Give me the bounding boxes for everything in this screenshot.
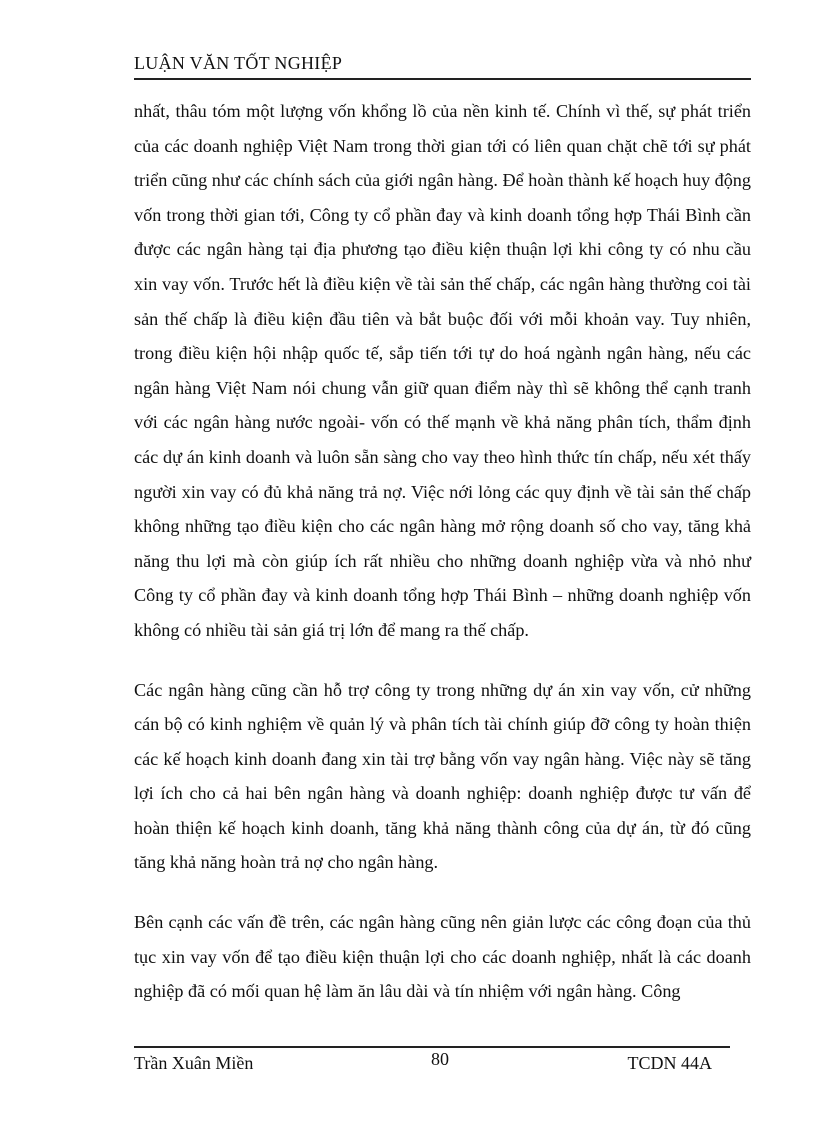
paragraph: Bên cạnh các vấn đề trên, các ngân hàng cũng nên giản lược các công đoạn của thủ tục xin vay vốn để tạo điều kiện thuận lợi cho các doanh nghiệp, nhất là các doanh nghiệp đã có mối quan hệ làm ăn lâu dài và tín nhiệm với ngân hàng. Công	[134, 912, 751, 1002]
document-body	[134, 94, 751, 1009]
paragraph: Các ngân hàng cũng cần hỗ trợ công ty trong những dự án xin vay vốn, cử những cán bộ có kinh nghiệm về quản lý và phân tích tài chính giúp đỡ công ty hoàn thiện các kế hoạch kinh doanh đang xin tài trợ bằng vốn vay ngân hàng. Việc này sẽ tăng lợi ích cho cả hai bên ngân hàng và doanh nghiệp: doanh nghiệp được tư vấn để hoàn thiện kế hoạch kinh doanh, tăng khả năng thành công của dự án, từ đó cũng tăng khả năng hoàn trả nợ cho ngân hàng.	[134, 679, 751, 873]
page-footer	[134, 1046, 730, 1078]
footer-author: Trần Xuân Miền	[134, 1053, 254, 1073]
header-title: LUẬN VĂN TỐT NGHIỆP	[134, 53, 343, 73]
page-number: 80	[431, 1049, 449, 1069]
page-header	[134, 50, 751, 80]
footer-class-code: TCDN 44A	[627, 1053, 712, 1073]
paragraph: nhất, thâu tóm một lượng vốn khổng lồ của nền kinh tế. Chính vì thế, sự phát triển của các doanh nghiệp Việt Nam trong thời gian tới có liên quan chặt chẽ tới sự phát triển cũng như các chính sách của giới ngân hàng. Để hoàn thành kế hoạch huy động vốn trong thời gian tới, Công ty cổ phần đay và kinh doanh tổng hợp Thái Bình cần được các ngân hàng tại địa phương tạo điều kiện thuận lợi khi công ty có nhu cầu xin vay vốn. Trước hết là điều kiện về tài sản thế chấp, các ngân hàng thường coi tài sản thế chấp là điều kiện đầu tiên và bắt buộc đối với mỗi khoản vay. Tuy nhiên, trong điều kiện hội nhập quốc tế, sắp tiến tới tự do hoá ngành ngân hàng, nếu các ngân hàng Việt Nam nói chung vẫn giữ quan điểm này thì sẽ không thể cạnh tranh với các ngân hàng nước ngoài- vốn có thế mạnh về khả năng phân tích, thẩm định các dự án kinh doanh và luôn sẵn sàng cho vay theo hình thức tín chấp, nếu xét thấy người xin vay có đủ khả năng trả nợ. Việc nới lỏng các quy định về tài sản thế chấp không những tạo điều kiện cho các ngân hàng mở rộng doanh số cho vay, tăng khả năng thu lợi mà còn giúp ích rất nhiều cho những doanh nghiệp vừa và nhỏ như Công ty cổ phần đay và kinh doanh tổng hợp Thái Bình – những doanh nghiệp vốn không có nhiều tài sản giá trị lớn để mang ra thế chấp.	[134, 101, 751, 640]
